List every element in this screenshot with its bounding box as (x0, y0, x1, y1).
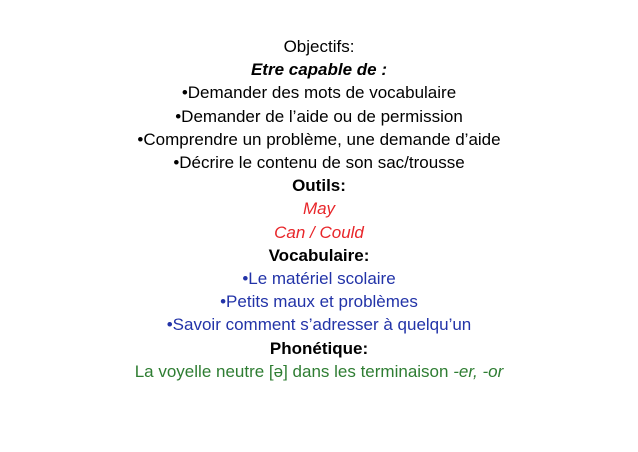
vocabulary-item: •Savoir comment s’adresser à quelqu’un (166, 315, 472, 335)
phonetics-line (0, 360, 638, 383)
objective-item: •Comprendre un problème, une demande d’aide (137, 129, 501, 149)
slide-content (0, 35, 638, 383)
vocabulary-item: •Petits maux et problèmes (220, 292, 418, 312)
tool-item: Can / Could (274, 222, 364, 242)
tool-item: May (302, 199, 336, 219)
phonetics-text: La voyelle neutre [ə] dans les terminaison (134, 361, 449, 381)
phonetics-endings: -er, -or (453, 361, 504, 381)
objectives-heading: Objectifs: (283, 37, 355, 56)
objective-item: •Décrire le contenu de son sac/trousse (173, 153, 465, 173)
vocabulary-item: •Le matériel scolaire (242, 269, 396, 289)
objective-item: •Demander des mots de vocabulaire (181, 83, 457, 103)
objective-item: •Demander de l’aide ou de permission (175, 106, 463, 126)
vocabulary-heading: Vocabulaire: (268, 245, 370, 265)
phonetics-heading: Phonétique: (269, 338, 369, 358)
tools-heading: Outils: (292, 176, 346, 196)
objectives-subheading: Etre capable de : (250, 60, 388, 80)
